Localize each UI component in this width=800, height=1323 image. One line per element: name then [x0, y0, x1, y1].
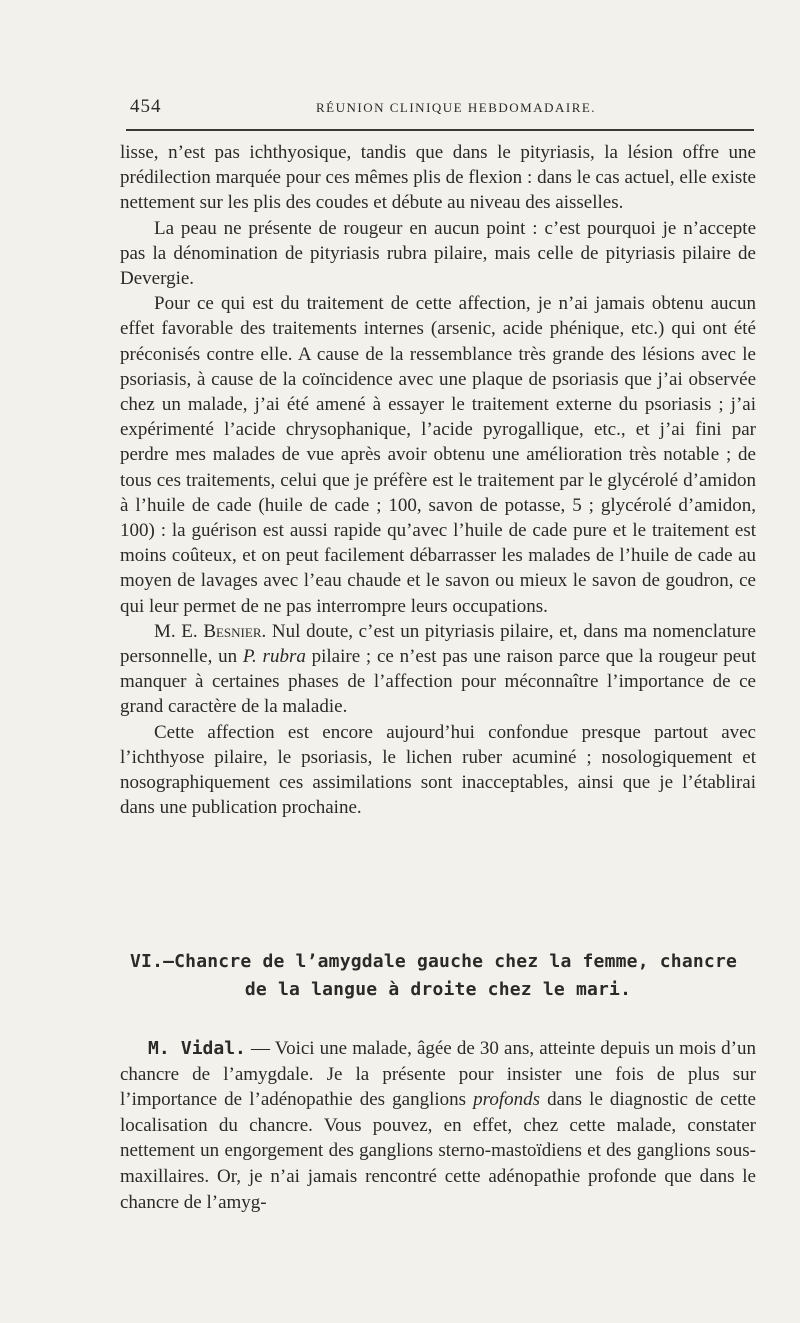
page-number: 454 — [130, 96, 162, 117]
paragraph-besnier — [120, 619, 756, 720]
section-heading-line: de la langue à droite chez le mari. — [244, 979, 632, 1000]
main-text — [120, 140, 756, 820]
paragraph-text: pilaire ; ce n’est pas une raison parce que la rougeur peut manquer à certaines phases de l’affection pour méconnaître l’importance de ce grand caractère de la maladie. — [120, 646, 756, 718]
speaker-name: M. E. Besnier. — [154, 620, 267, 642]
header-rule — [126, 129, 754, 131]
paragraph-text: dans le diagnostic de cette localisation du chancre. Vous pouvez, en effet, chez cette malade, constater nettement un engorgement des ganglions sterno-mastoïdiens et des ganglions sous-maxillaires. Or, je n’ai jamais rencontré cette adénopathie profonde que dans le chancre de l’amyg- — [120, 1089, 756, 1213]
paragraph-text: — Voici une malade, âgée de 30 ans, atteinte depuis un mois d’un chancre de l’amygdale. Je la présente pour insister une fois de plus sur l’importance de l’adénopathie des ganglions — [120, 1038, 756, 1111]
section-heading — [118, 948, 758, 1004]
section-text — [120, 1036, 756, 1215]
paragraph-vidal — [120, 1036, 756, 1215]
section-heading-line: VI.—Chancre de l’amygdale gauche chez la femme, chancre — [130, 951, 738, 972]
paragraph: Cette affection est encore aujourd’hui confondue presque partout avec l’ichthyose pilaire, le psoriasis, le lichen ruber acuminé ; nosologiquement et nosographiquement ces assimilations sont inacceptables, ainsi que je l’établirai dans une publication prochaine. — [120, 721, 756, 819]
paragraph: lisse, n’est pas ichthyosique, tandis que dans le pityriasis, la lésion offre une prédilection marquée pour ces mêmes plis de flexion : dans le cas actuel, elle existe nettement sur les plis des coudes et débute au niveau des aisselles. — [120, 142, 756, 214]
italic-term: P. rubra — [242, 646, 306, 668]
paragraph: Pour ce qui est du traitement de cette affection, je n’ai jamais obtenu aucun effet favorable des traitements internes (arsenic, acide phénique, etc.) qui ont été préconisés contre elle. A cause de la ressemblance très grande des lésions avec le psoriasis, à cause de la coïncidence avec une plaque de psoriasis que j’ai observée chez un malade, j’ai été amené à essayer le traitement externe du psoriasis ; j’ai expérimenté l’acide chrysophanique, l’acide pyrogallique, etc., et j’ai fini par perdre mes malades de vue après avoir obtenu une amélioration très notable ; de tous ces traitements, celui que je préfère est le traitement par le glycérolé d’amidon à l’huile de cade (huile de cade ; 100, savon de potasse, 5 ; glycérolé d’amidon, 100) : la guérison est aussi rapide qu’avec l’huile de cade pure et le traitement est moins coûteux, et on peut facilement débarrasser les malades de l’huile de cade au moyen de lavages avec l’eau chaude et le savon ou mieux le savon de goudron, ce qui leur permet de ne pas interrompre leurs occupations. — [120, 293, 756, 617]
paragraph: La peau ne présente de rougeur en aucun point : c’est pourquoi je n’accepte pas la dénomination de pityriasis rubra pilaire, mais celle de pityriasis pilaire de Devergie. — [120, 217, 756, 290]
paragraph-text: Nul doute, c’est un pityriasis pilaire, et, dans ma nomenclature personnelle, un — [120, 620, 756, 668]
running-title: RÉUNION CLINIQUE HEBDOMADAIRE. — [316, 100, 597, 115]
italic-term: profonds — [473, 1089, 541, 1111]
speaker-name: M. Vidal. — [148, 1038, 246, 1059]
page-header — [126, 96, 756, 120]
